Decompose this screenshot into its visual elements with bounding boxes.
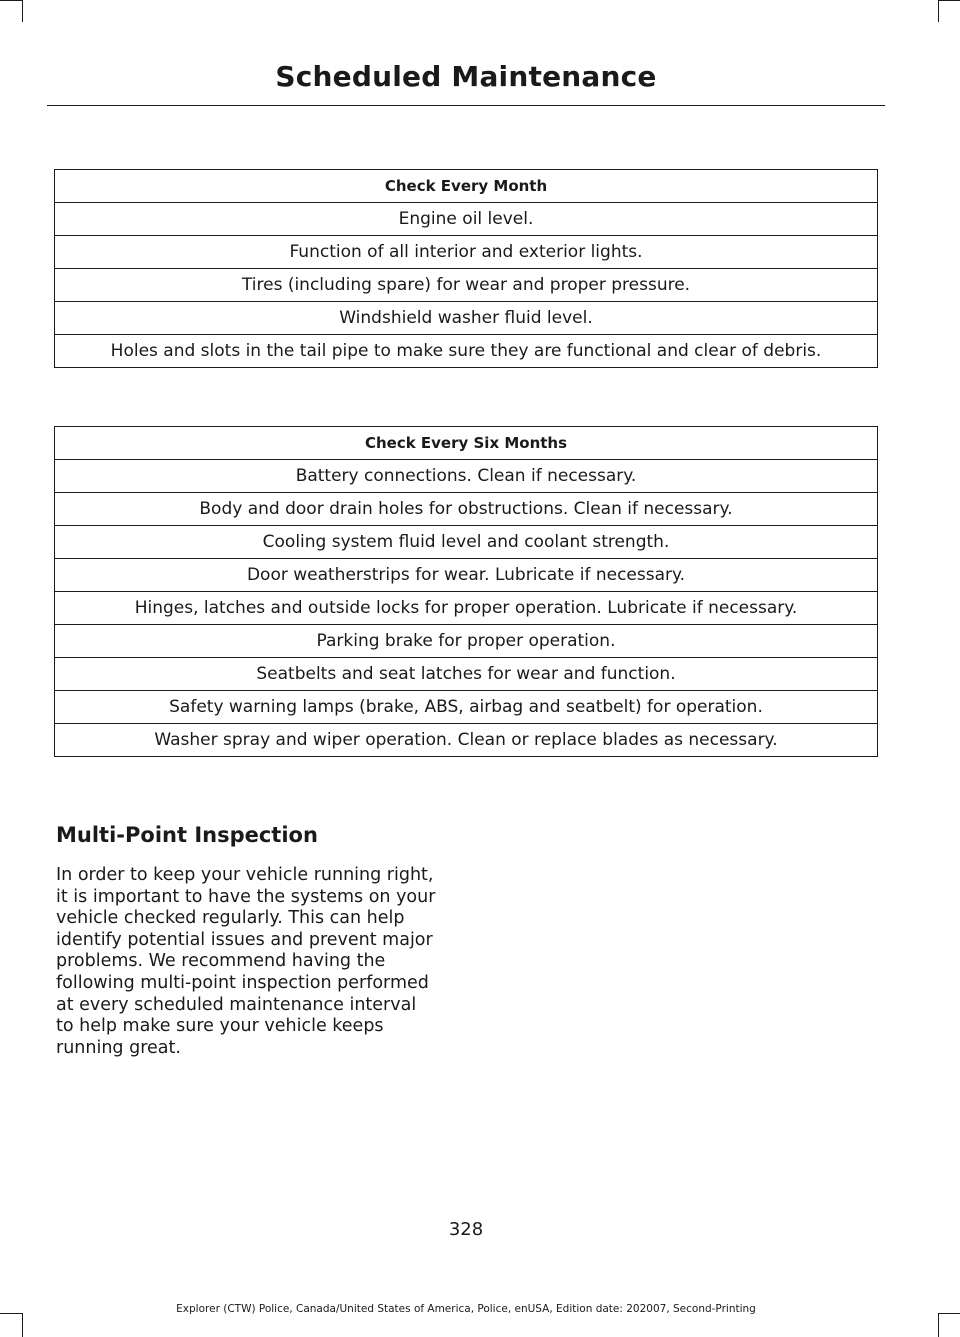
table-cell: Cooling system fluid level and coolant strength. [55,526,878,559]
six-month-check-table [54,426,878,757]
table-cell: Seatbelts and seat latches for wear and function. [55,658,878,691]
table-cell: Tires (including spare) for wear and proper pressure. [55,269,878,302]
table-row [55,724,878,757]
table-row [55,302,878,335]
table-row [55,592,878,625]
section-heading: Multi-Point Inspection [56,823,318,847]
table-cell: Function of all interior and exterior lights. [55,236,878,269]
table-header: Check Every Six Months [55,427,878,460]
crop-mark [938,1313,960,1314]
header-divider [47,105,885,106]
table-cell: Safety warning lamps (brake, ABS, airbag and seatbelt) for operation. [55,691,878,724]
table-row [55,493,878,526]
table-cell: Parking brake for proper operation. [55,625,878,658]
table-row [55,559,878,592]
table-row [55,691,878,724]
table-cell: Windshield washer fluid level. [55,302,878,335]
table-cell: Washer spray and wiper operation. Clean or replace blades as necessary. [55,724,878,757]
table-cell: Holes and slots in the tail pipe to make sure they are functional and clear of debris. [55,335,878,368]
table-row [55,203,878,236]
section-paragraph: In order to keep your vehicle running right, it is important to have the systems on your vehicle checked regularly. This can help identify potential issues and prevent major problems. We recommend having the following multi-point inspection performed at every scheduled maintenance interval to help make sure your vehicle keeps running great. [56,865,436,1058]
crop-mark [938,1313,939,1337]
page-number: 328 [448,1219,484,1240]
page-title: Scheduled Maintenance [275,60,657,93]
table-cell: Engine oil level. [55,203,878,236]
crop-mark [22,0,23,22]
table-row [55,658,878,691]
table-cell: Body and door drain holes for obstructions. Clean if necessary. [55,493,878,526]
table-cell: Door weatherstrips for wear. Lubricate if necessary. [55,559,878,592]
monthly-check-table [54,169,878,368]
crop-mark [0,0,22,1]
table-cell: Battery connections. Clean if necessary. [55,460,878,493]
footer-edition-note: Explorer (CTW) Police, Canada/United States of America, Police, enUSA, Edition date: 202007, Second-Printing [176,1303,756,1315]
table-row [55,526,878,559]
table-header: Check Every Month [55,170,878,203]
table-cell: Hinges, latches and outside locks for proper operation. Lubricate if necessary. [55,592,878,625]
table-row [55,460,878,493]
table-row [55,236,878,269]
crop-mark [938,0,939,22]
table-row [55,269,878,302]
crop-mark [22,1313,23,1337]
table-row [55,335,878,368]
crop-mark [938,0,960,1]
table-row [55,625,878,658]
